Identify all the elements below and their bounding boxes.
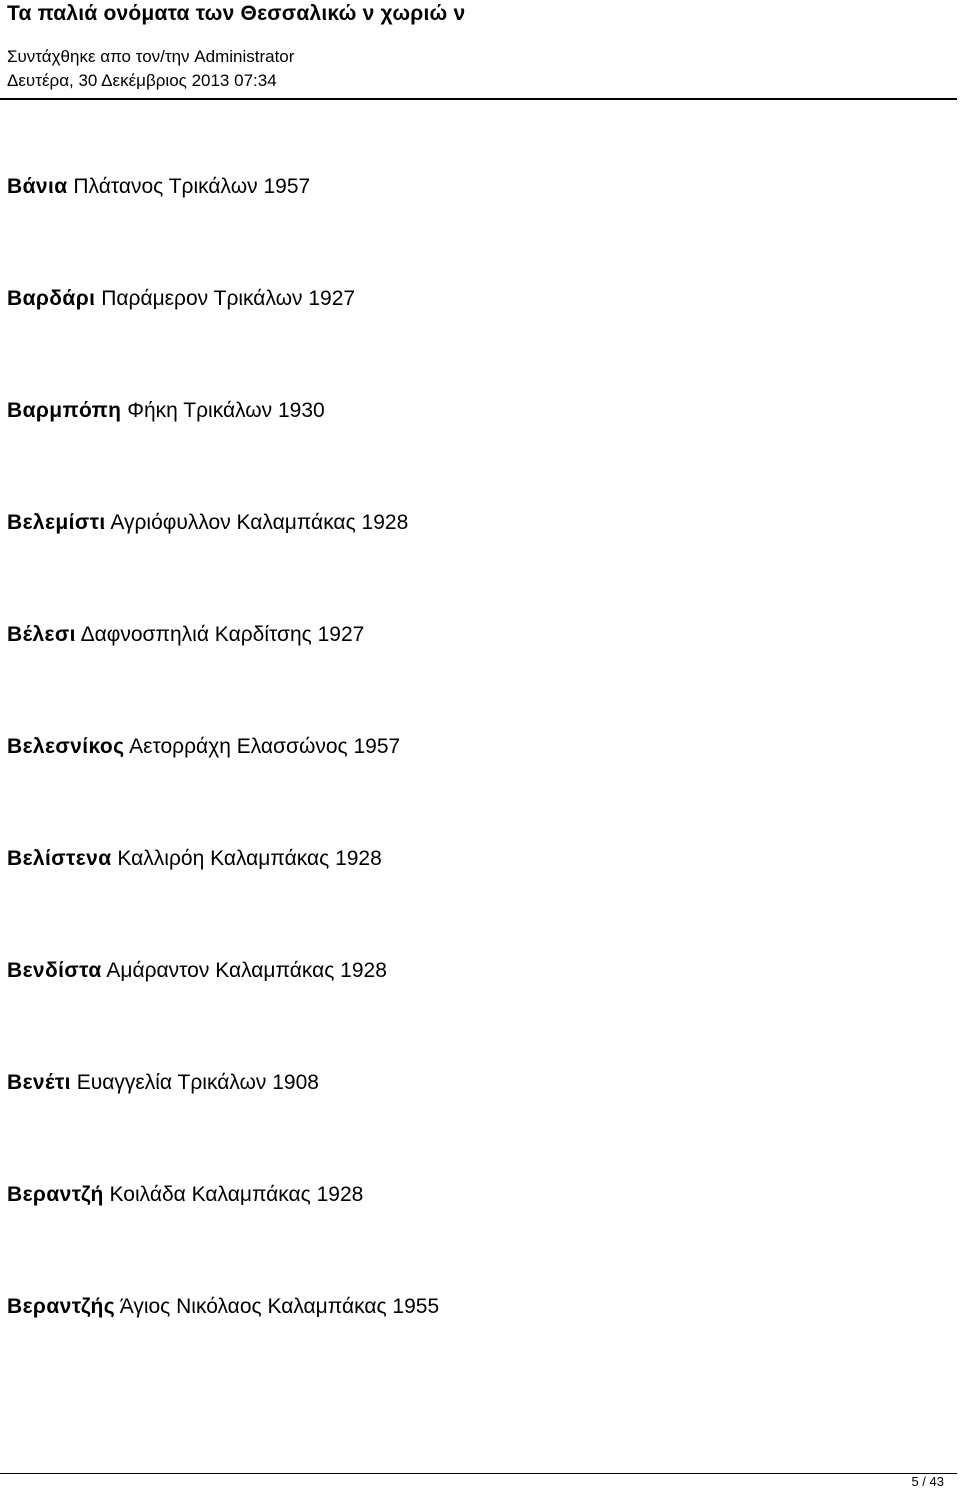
new-village-name: Αγριόφυλλον Καλαμπάκας 1928 (110, 511, 409, 534)
old-village-name: Βελίστενα (7, 847, 112, 870)
list-item (7, 287, 355, 311)
list-item (7, 175, 310, 199)
old-village-name: Βέλεσι (7, 623, 76, 646)
list-item (7, 1183, 363, 1207)
old-village-name: Βαρδάρι (7, 287, 96, 310)
old-village-name: Βεραντζή (7, 1183, 104, 1206)
list-item (7, 735, 400, 759)
new-village-name: Καλλιρόη Καλαμπάκας 1928 (117, 847, 382, 870)
old-village-name: Βεραντζής (7, 1295, 116, 1318)
new-village-name: Αμάραντον Καλαμπάκας 1928 (106, 959, 387, 982)
new-village-name: Ευαγγελία Τρικάλων 1908 (76, 1071, 319, 1094)
new-village-name: Φήκη Τρικάλων 1930 (127, 399, 325, 422)
new-village-name: Παράμερον Τρικάλων 1927 (101, 287, 356, 310)
new-village-name: Δαφνοσπηλιά Καρδίτσης 1927 (80, 623, 365, 646)
old-village-name: Βενδίστα (7, 959, 102, 982)
document-title: Τα παλιά ονόματα των Θεσσαλικώ ν χωριώ ν (7, 2, 466, 25)
list-item (7, 1071, 319, 1095)
new-village-name: Άγιος Νικόλαος Καλαμπάκας 1955 (119, 1295, 440, 1318)
list-item (7, 511, 408, 535)
old-village-name: Βαρμπόπη (7, 399, 122, 422)
footer-divider (0, 1473, 957, 1474)
list-item (7, 847, 382, 871)
old-village-name: Βενέτι (7, 1071, 71, 1094)
new-village-name: Κοιλάδα Καλαμπάκας 1928 (109, 1183, 364, 1206)
list-item (7, 959, 387, 983)
list-item (7, 623, 364, 647)
author-line: Συντάχθηκε απο τον/την Administrator (7, 47, 295, 66)
new-village-name: Πλάτανος Τρικάλων 1957 (73, 175, 311, 198)
old-village-name: Βελεσνίκος (7, 735, 125, 758)
list-item (7, 1295, 439, 1319)
list-item (7, 399, 325, 423)
new-village-name: Αετορράχη Ελασσώνος 1957 (129, 735, 401, 758)
old-village-name: Βάνια (7, 175, 68, 198)
date-line: Δευτέρα, 30 Δεκέμβριος 2013 07:34 (7, 71, 277, 90)
old-village-name: Βελεμίστι (7, 511, 106, 534)
page-number: 5 / 43 (911, 1474, 944, 1489)
